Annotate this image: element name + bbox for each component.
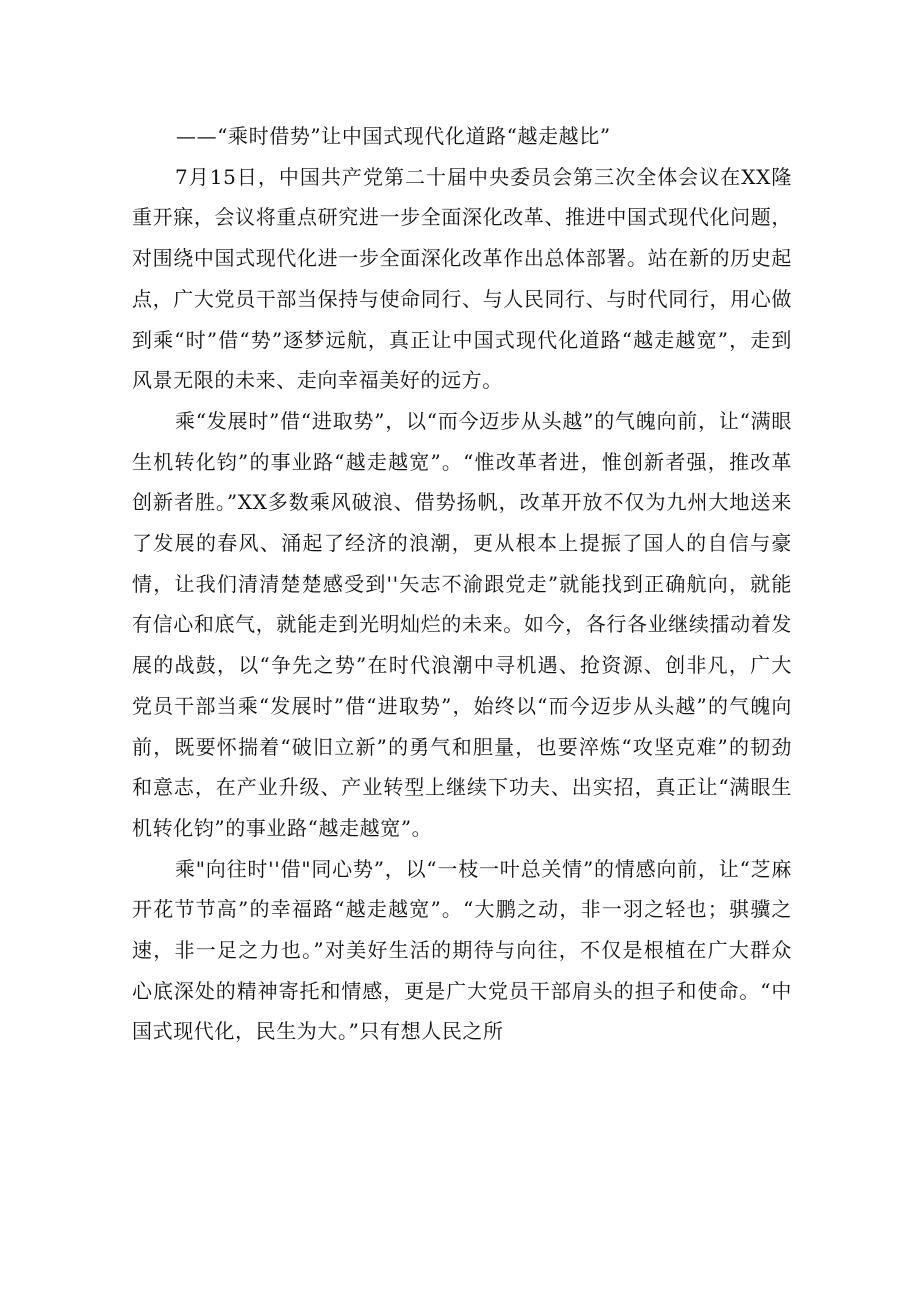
document-body <box>132 116 792 1052</box>
document-subtitle: ——“乘时借势”让中国式现代化道路“越走越比” <box>176 124 611 148</box>
paragraph-development: 乘“发展时”借“进取势”，以“而今迈步从头越”的气魄向前，让“满眼生机转化钧”的事业路“越走越宽”。“惟改革者进，惟创新者强，推改革创新者胜。”XX多数乘风破浪、借势扬帆，改革开放不仅为九州大地送来了发展的春风、涌起了经济的浪潮，更从根本上提振了国人的自信与豪情，让我们清清楚楚感受到''矢志不渝跟党走”就能找到正确航向，就能有信心和底气，就能走到光明灿烂的未来。如今，各行各业继续擂动着发展的战鼓，以“争先之势”在时代浪潮中寻机遇、抢资源、创非凡，广大党员干部当乘“发展时”借“进取势”，始终以“而今迈步从头越”的气魄向前，既要怀揣着“破旧立新”的勇气和胆量，也要淬炼“攻坚克难”的韧劲和意志，在产业升级、产业转型上继续下功夫、出实招，真正让“满眼生机转化钧”的事业路“越走越宽”。 <box>132 408 792 840</box>
paragraph-aspiration: 乘"向往时''借"同心势”，以“一枝一叶总关情”的情感向前，让“芝麻开花节节高”的幸福路“越走越宽”。“大鹏之动，非一羽之轻也；骐骥之速，非一足之力也。”对美好生活的期待与向往，不仅是根植在广大群众心底深处的精神寄托和情感，更是广大党员干部肩头的担子和使命。“中国式现代化，民生为大。”只有想人民之所 <box>132 856 792 1044</box>
paragraph-intro: 7月15日，中国共产党第二十届中央委员会第三次全体会议在XX隆重开寐，会议将重点研究进一步全面深化改革、推进中国式现代化问题，对围绕中国式现代化进一步全面深化改革作出总体部署。站在新的历史起点，广大党员干部当保持与使命同行、与人民同行、与时代同行，用心做到乘“时”借“势”逐梦远航，真正让中国式现代化道路“越走越宽”，走到风景无限的未来、走向幸福美好的远方。 <box>132 164 792 393</box>
